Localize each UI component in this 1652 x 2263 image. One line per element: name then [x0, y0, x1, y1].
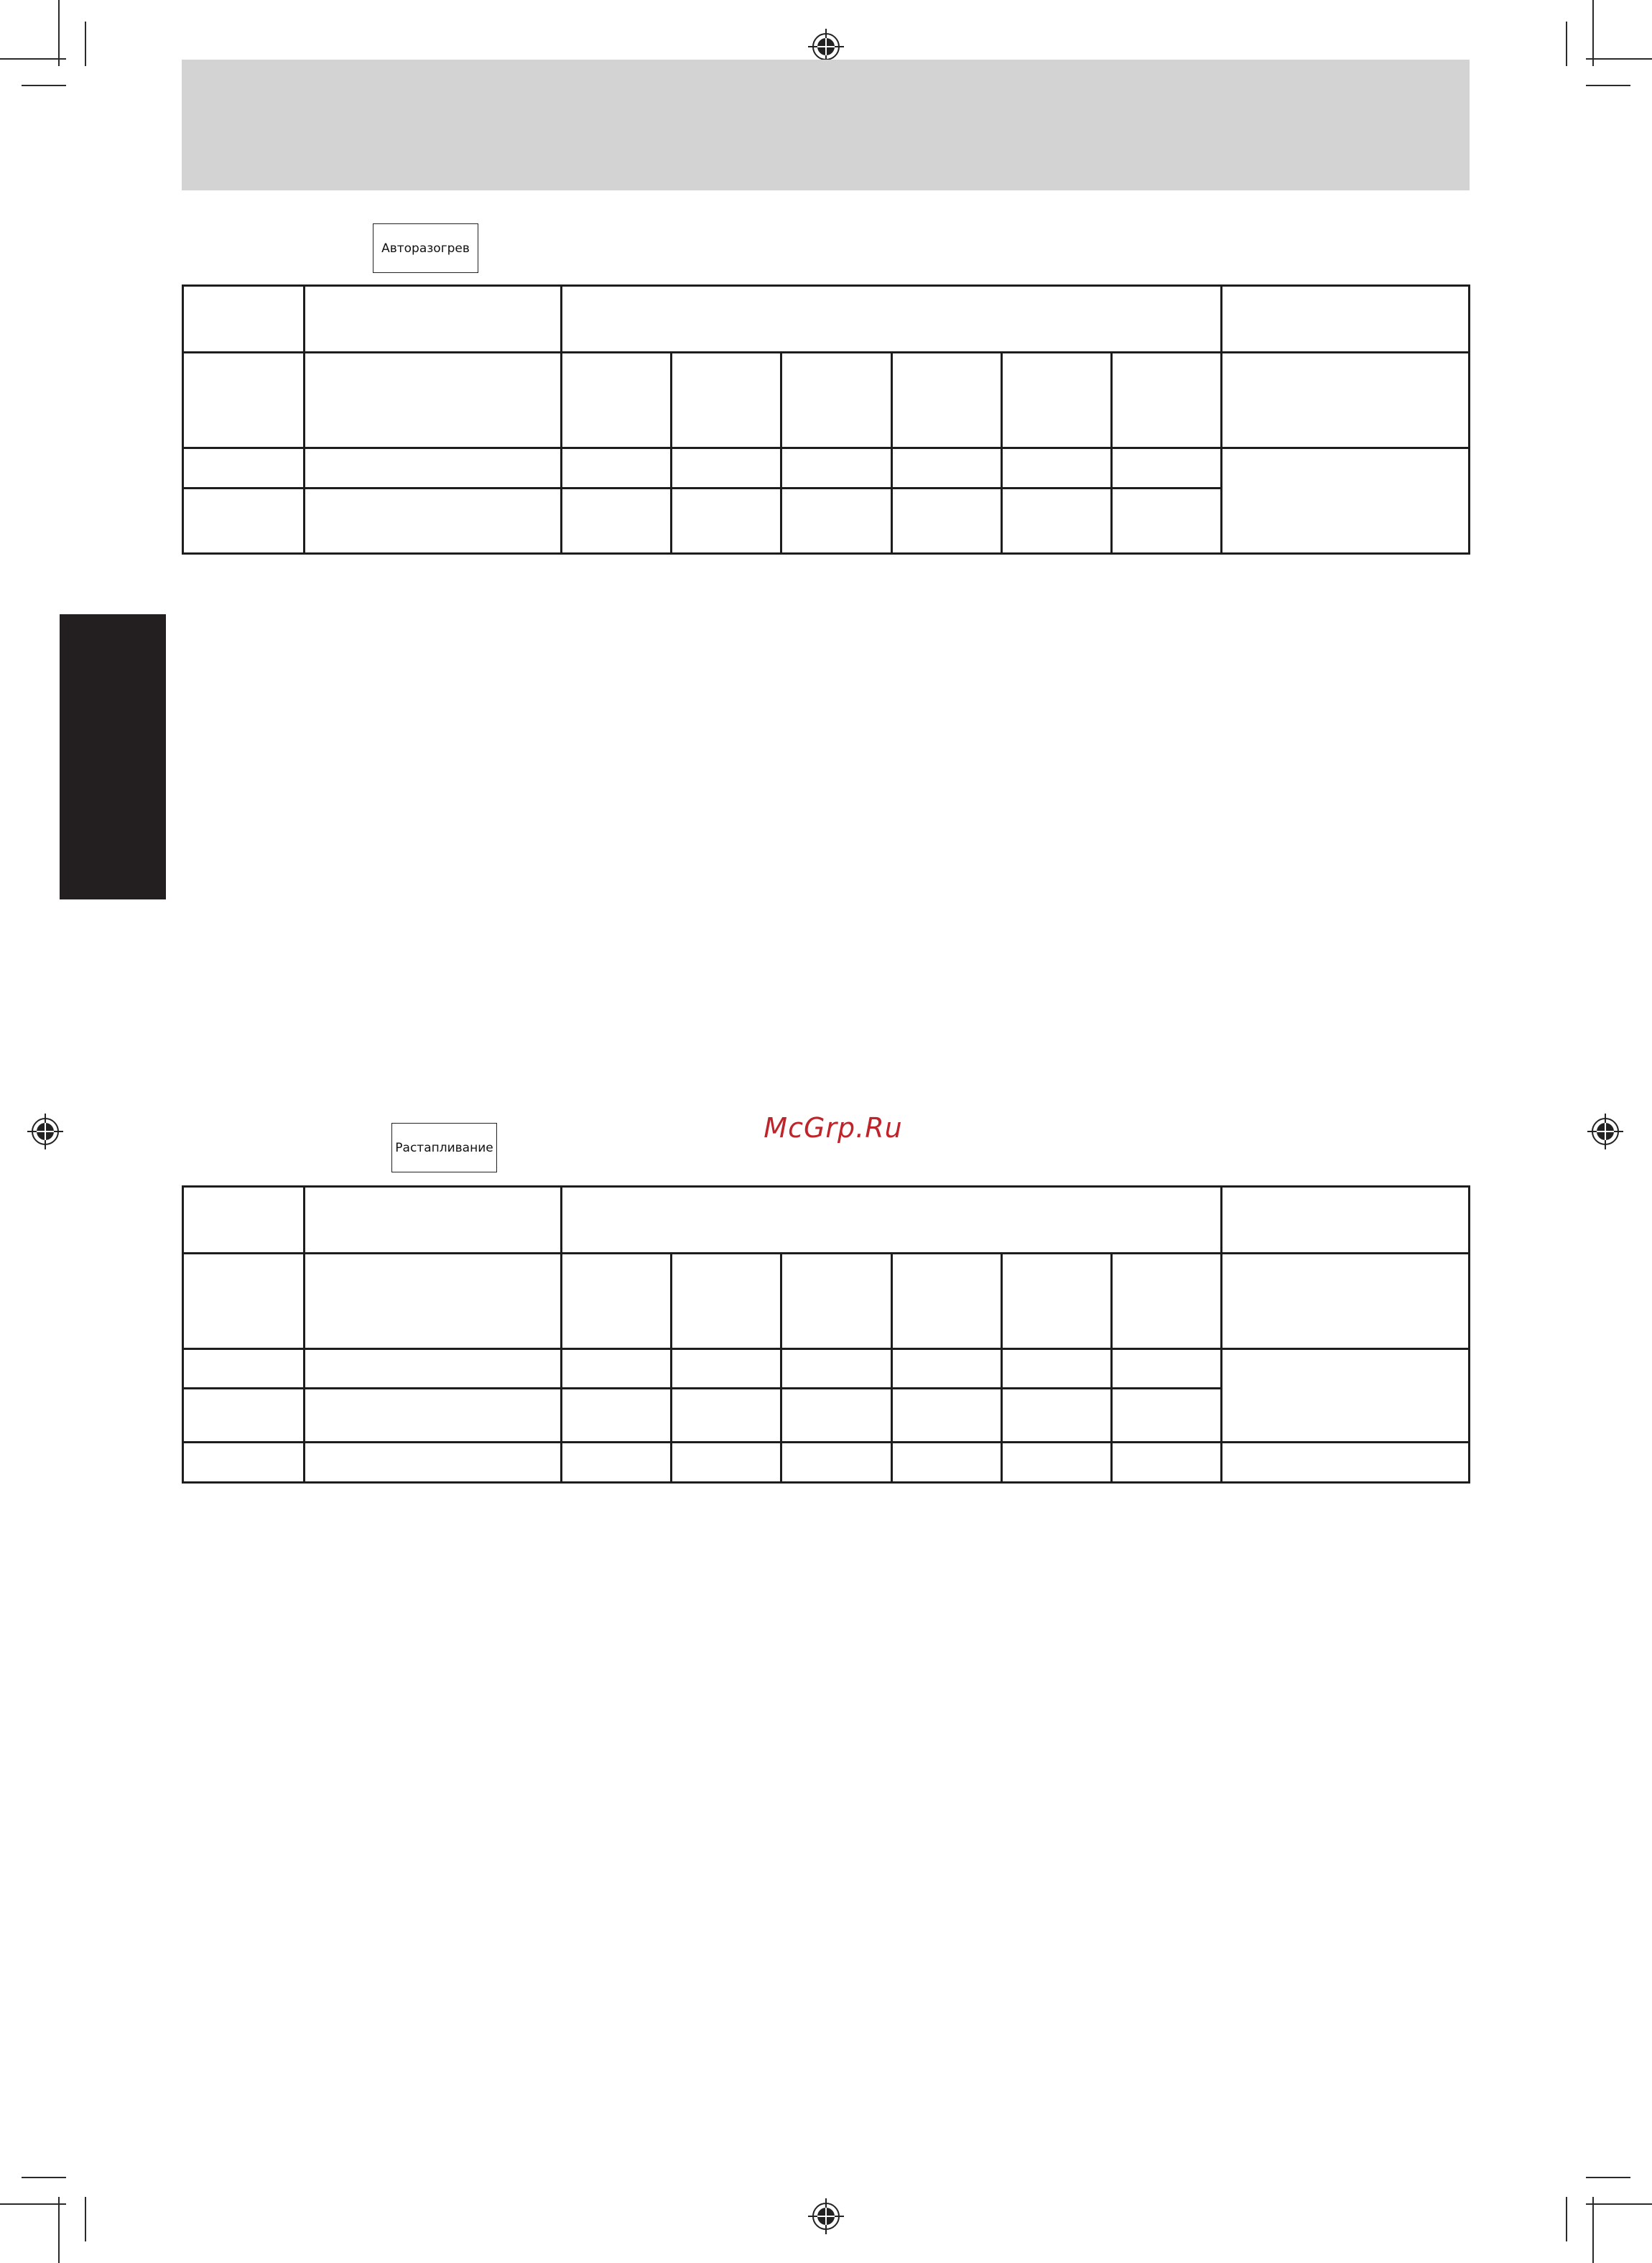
table-line [1468, 284, 1470, 555]
table-line [182, 1387, 1222, 1389]
crop-mark-icon [85, 22, 86, 66]
table-line [182, 284, 1470, 287]
crop-mark-icon [85, 2197, 86, 2241]
table-line [1220, 1185, 1222, 1484]
table-line [182, 1481, 1470, 1484]
table-line [780, 351, 782, 555]
table-line [780, 1252, 782, 1484]
table-line [1110, 1252, 1113, 1484]
table-line [182, 487, 1222, 489]
table-line [1110, 351, 1113, 555]
crop-mark-icon [0, 58, 66, 60]
crop-mark-icon [1586, 58, 1652, 60]
crop-mark-icon [1586, 85, 1630, 86]
table-line [1001, 351, 1003, 555]
table-line [182, 1185, 184, 1484]
table-line [303, 1185, 305, 1484]
table-line [182, 447, 1470, 449]
table-line [560, 1185, 562, 1484]
table-line [182, 1185, 1470, 1188]
crop-mark-icon [1586, 2203, 1652, 2205]
side-tab [60, 614, 166, 899]
watermark: McGrp.Ru [764, 1112, 903, 1144]
registration-mark-icon [27, 1114, 63, 1149]
header-band [182, 60, 1470, 190]
table-line [182, 1348, 1470, 1350]
crop-mark-icon [1592, 2197, 1594, 2263]
table-line [182, 1252, 1470, 1254]
table-line [1220, 284, 1222, 555]
table-line [1468, 1185, 1470, 1484]
registration-mark-icon [808, 2198, 844, 2234]
table-line [670, 351, 672, 555]
table-line [182, 1441, 1470, 1443]
crop-mark-icon [1566, 22, 1567, 66]
registration-mark-icon [1587, 1114, 1623, 1149]
crop-mark-icon [22, 2177, 66, 2178]
defrost-button[interactable]: Растапливание [391, 1123, 497, 1172]
table-line [670, 1252, 672, 1484]
table-line [182, 552, 1470, 555]
crop-mark-icon [22, 85, 66, 86]
crop-mark-icon [1586, 2177, 1630, 2178]
table-line [891, 1252, 893, 1484]
table-line [1001, 1252, 1003, 1484]
table-line [182, 284, 184, 555]
crop-mark-icon [58, 2197, 60, 2263]
auto-reheat-button[interactable]: Авторазогрев [373, 223, 478, 273]
crop-mark-icon [1566, 2197, 1567, 2241]
crop-mark-icon [0, 2203, 66, 2205]
table-line [182, 351, 1470, 353]
crop-mark-icon [58, 0, 60, 66]
table-line [891, 351, 893, 555]
table-line [560, 284, 562, 555]
crop-mark-icon [1592, 0, 1594, 66]
table-line [303, 284, 305, 555]
